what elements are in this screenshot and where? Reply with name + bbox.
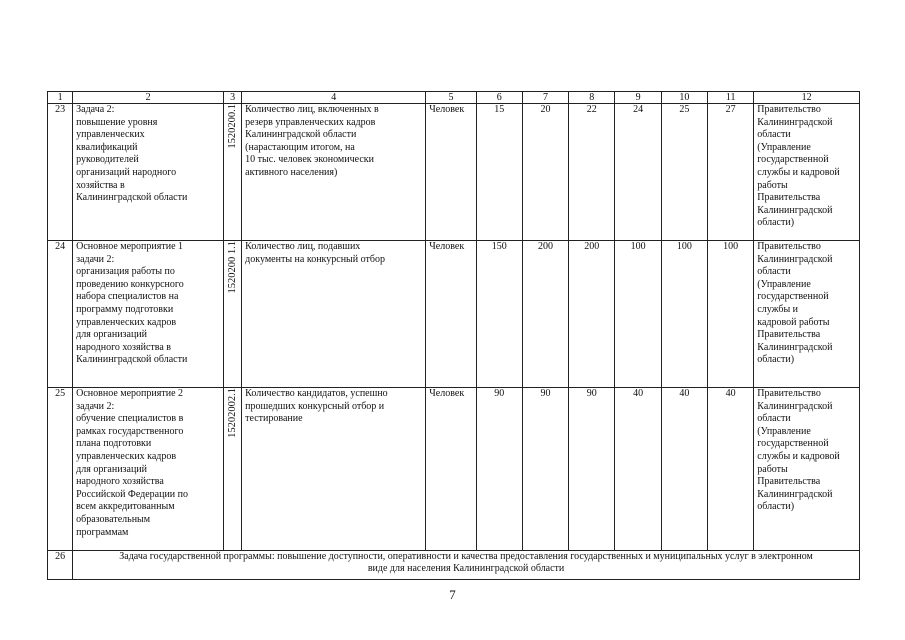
table-row bbox=[48, 551, 860, 580]
value-cell: 200 bbox=[522, 241, 568, 388]
unit-cell: Человек bbox=[426, 388, 476, 551]
code-text: 15202002.1 bbox=[227, 388, 239, 438]
row-number: 24 bbox=[48, 241, 73, 388]
value-cell: 90 bbox=[569, 388, 615, 551]
code-cell bbox=[224, 241, 242, 388]
column-header: 7 bbox=[522, 92, 568, 104]
table-row bbox=[48, 104, 860, 241]
value-cell: 40 bbox=[708, 388, 754, 551]
executor-cell: Правительство Калининградской области (Управление государственной службы и кадровой работы Правительства Калининградской области) bbox=[754, 241, 860, 388]
column-header: 3 bbox=[224, 92, 242, 104]
value-cell: 25 bbox=[661, 104, 707, 241]
column-header: 8 bbox=[569, 92, 615, 104]
column-header: 2 bbox=[73, 92, 224, 104]
value-cell: 40 bbox=[661, 388, 707, 551]
code-text: 1520200 1.1 bbox=[227, 241, 239, 294]
task-cell: Основное мероприятие 1 задачи 2: организация работы по проведению конкурсного набора специалистов на программу подготовки управленческих кадров для организаций народного хозяйства в Калининградской области bbox=[73, 241, 224, 388]
value-cell: 200 bbox=[569, 241, 615, 388]
executor-cell: Правительство Калининградской области (Управление государственной службы и кадровой работы Правительства Калининградской области) bbox=[754, 104, 860, 241]
task-cell: Задача 2: повышение уровня управленческих квалификаций руководителей организаций народного хозяйства в Калининградской области bbox=[73, 104, 224, 241]
value-cell: 100 bbox=[708, 241, 754, 388]
column-header: 4 bbox=[242, 92, 426, 104]
value-cell: 27 bbox=[708, 104, 754, 241]
column-number-row bbox=[48, 92, 860, 104]
program-task-cell: Задача государственной программы: повышение доступности, оперативности и качества предоставления государственных и муниципальных услуг в электронном виде для населения Калининградской области bbox=[73, 551, 860, 580]
row-number: 26 bbox=[48, 551, 73, 580]
column-header: 1 bbox=[48, 92, 73, 104]
value-cell: 100 bbox=[615, 241, 661, 388]
page-number: 7 bbox=[449, 587, 456, 602]
task-cell: Основное мероприятие 2 задачи 2: обучение специалистов в рамках государственного плана подготовки управленческих кадров для организаций народного хозяйства Российской Федерации по всем аккредитованным образовательным программам bbox=[73, 388, 224, 551]
table-row bbox=[48, 388, 860, 551]
value-cell: 100 bbox=[661, 241, 707, 388]
value-cell: 15 bbox=[476, 104, 522, 241]
value-cell: 24 bbox=[615, 104, 661, 241]
indicator-cell: Количество лиц, подавших документы на конкурсный отбор bbox=[242, 241, 426, 388]
indicator-cell: Количество лиц, включенных в резерв управленческих кадров Калининградской области (нарастающим итогом, на 10 тыс. человек экономически активного населения) bbox=[242, 104, 426, 241]
value-cell: 90 bbox=[476, 388, 522, 551]
unit-cell: Человек bbox=[426, 241, 476, 388]
row-number: 25 bbox=[48, 388, 73, 551]
code-text: 1520200.1 bbox=[227, 104, 239, 149]
code-cell bbox=[224, 104, 242, 241]
executor-cell: Правительство Калининградской области (Управление государственной службы и кадровой работы Правительства Калининградской области) bbox=[754, 388, 860, 551]
program-indicators-table bbox=[47, 91, 860, 580]
table-row bbox=[48, 241, 860, 388]
row-number: 23 bbox=[48, 104, 73, 241]
column-header: 5 bbox=[426, 92, 476, 104]
value-cell: 40 bbox=[615, 388, 661, 551]
value-cell: 150 bbox=[476, 241, 522, 388]
column-header: 6 bbox=[476, 92, 522, 104]
value-cell: 20 bbox=[522, 104, 568, 241]
unit-cell: Человек bbox=[426, 104, 476, 241]
value-cell: 22 bbox=[569, 104, 615, 241]
column-header: 9 bbox=[615, 92, 661, 104]
column-header: 12 bbox=[754, 92, 860, 104]
column-header: 11 bbox=[708, 92, 754, 104]
code-cell bbox=[224, 388, 242, 551]
column-header: 10 bbox=[661, 92, 707, 104]
value-cell: 90 bbox=[522, 388, 568, 551]
indicator-cell: Количество кандидатов, успешно прошедших конкурсный отбор и тестирование bbox=[242, 388, 426, 551]
